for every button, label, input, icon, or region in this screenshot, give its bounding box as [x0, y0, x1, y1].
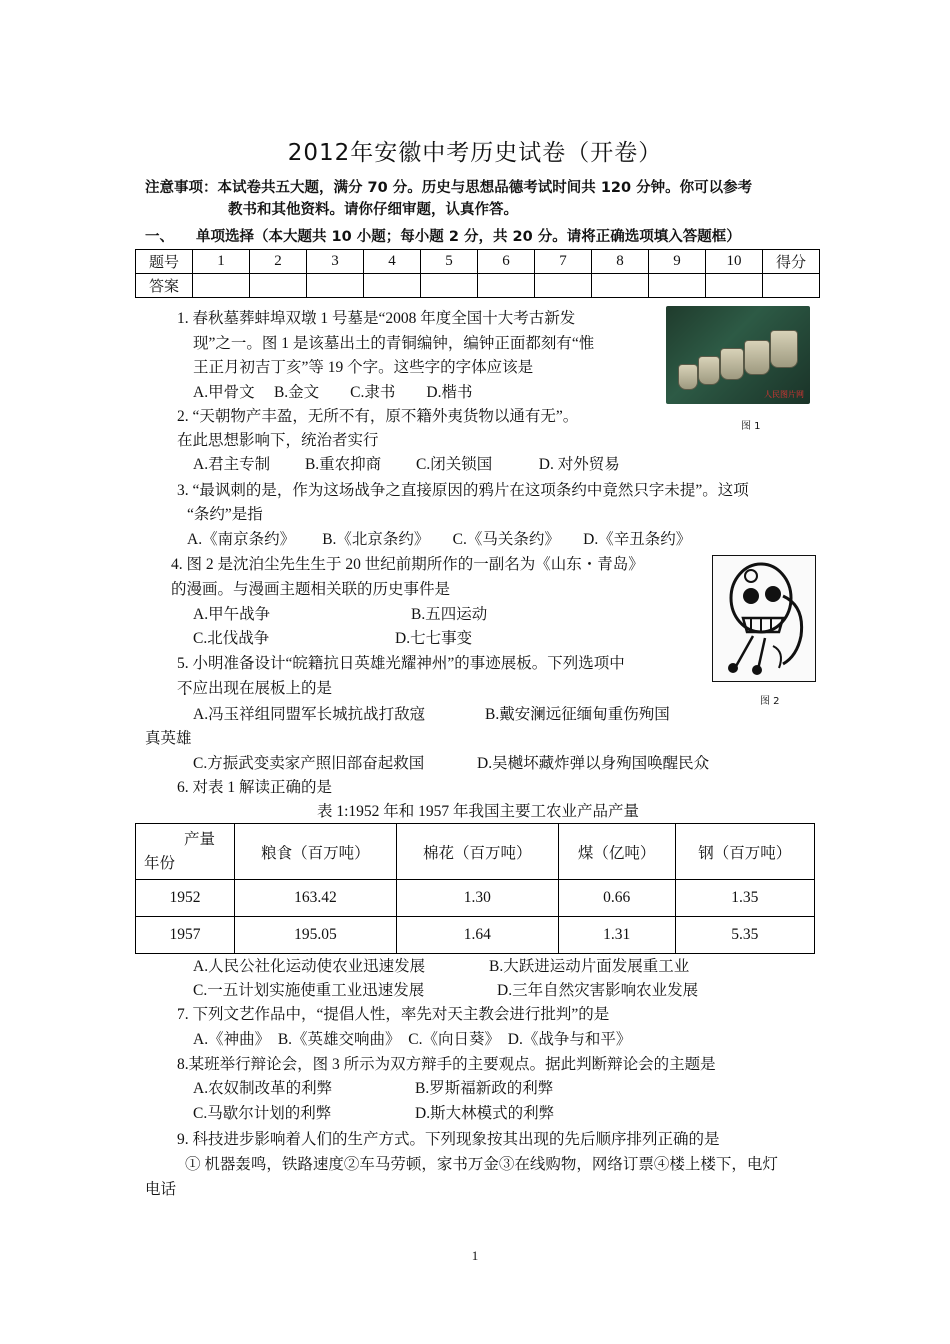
answer-cell[interactable] — [307, 274, 364, 298]
answer-header-cell: 5 — [421, 250, 478, 274]
table-cell: 163.42 — [235, 880, 397, 917]
question-8-option-d: D.斯大林模式的利弊 — [415, 1105, 555, 1122]
question-4-option-a: A.甲午战争 — [193, 606, 271, 623]
answer-cell[interactable] — [193, 274, 250, 298]
table-1-caption: 表 1:1952 年和 1957 年我国主要工农业产品产量 — [317, 803, 640, 820]
bell-shape — [698, 356, 720, 385]
exam-title: 2012年安徽中考历史试卷（开卷） — [287, 140, 663, 166]
question-1-options: A.甲骨文 B.金文 C.隶书 D.楷书 — [193, 383, 473, 401]
table-cell: 1.35 — [675, 880, 814, 917]
photo-watermark: 人民图片网 — [764, 390, 804, 399]
table-cell: 195.05 — [235, 917, 397, 954]
question-1-line-2: 现”之一。图 1 是该墓出土的青铜编钟，编钟正面都刻有“惟 — [193, 334, 595, 352]
bell-shape — [720, 348, 744, 380]
answer-table-header-row — [136, 250, 820, 274]
question-3-line-1: 3. “最讽刺的是，作为这场战争之直接原因的鸦片在这项条约中竟然只字未提”。这项 — [177, 482, 749, 499]
question-7-options: A.《神曲》 B.《英雄交响曲》 C.《向日葵》 D.《战争与和平》 — [193, 1031, 632, 1048]
figure-2-cartoon — [712, 555, 816, 682]
table-cell: 1.64 — [396, 917, 558, 954]
table-cell: 1.31 — [558, 917, 675, 954]
question-8-option-c: C.马歇尔计划的利弊 — [193, 1105, 332, 1122]
answer-cell[interactable] — [478, 274, 535, 298]
corner-top-label: 产量 — [184, 830, 216, 848]
question-3-line-2: “条约”是指 — [187, 506, 263, 523]
figure-2-caption: 图 2 — [760, 696, 780, 707]
answer-cell[interactable] — [592, 274, 649, 298]
answer-header-cell: 2 — [250, 250, 307, 274]
answer-header-cell: 1 — [193, 250, 250, 274]
question-9-line-3: 电话 — [145, 1181, 177, 1198]
corner-bottom-label: 年份 — [144, 854, 176, 872]
answer-row-label: 答案 — [136, 274, 193, 298]
question-8-line-1: 8.某班举行辩论会，图 3 所示为双方辩手的主要观点。据此判断辩论会的主题是 — [177, 1056, 716, 1073]
bell-shape — [770, 330, 798, 368]
table-cell-year: 1952 — [136, 880, 235, 917]
question-2-options: A.君主专制 B.重农抑商 C.闭关锁国 D. 对外贸易 — [193, 456, 620, 473]
question-2-line-2: 在此思想影响下，统治者实行 — [177, 432, 379, 449]
answer-cell[interactable] — [250, 274, 307, 298]
question-5-line-2 — [177, 677, 332, 702]
question-6-option-b: B.大跃进运动片面发展重工业 — [489, 958, 690, 975]
answer-header-cell: 4 — [364, 250, 421, 274]
table-1-header-cell: 煤（亿吨） — [558, 824, 675, 880]
table-row — [136, 917, 815, 954]
answer-header-cell: 3 — [307, 250, 364, 274]
question-1-line-1: 1. 春秋墓葬蚌埠双墩 1 号墓是“2008 年度全国十大考古新发 — [177, 310, 576, 327]
question-4-option-c: C.北伐战争 — [193, 630, 270, 647]
question-4-line-2: 的漫画。与漫画主题相关联的历史事件是 — [171, 581, 451, 598]
question-7-line-1: 7. 下列文艺作品中，“提倡人性，率先对天主教会进行批判”的是 — [177, 1006, 610, 1023]
question-5-line-2-text: 应出现在展板上的是 — [192, 680, 333, 697]
question-9-line-2: ① 机器轰鸣，铁路速度②车马劳顿，家书万金③在线购物，网络订票④楼上楼下，电灯 — [185, 1156, 778, 1173]
answer-header-cell: 9 — [649, 250, 706, 274]
table-row — [136, 880, 815, 917]
table-1-corner-cell — [136, 824, 235, 880]
question-6-option-d: D.三年自然灾害影响农业发展 — [497, 982, 699, 999]
bell-shape — [678, 364, 698, 390]
question-5-option-b: B.戴安澜远征缅甸重伤殉国 — [485, 706, 670, 723]
answer-cell[interactable] — [649, 274, 706, 298]
answer-header-cell: 题号 — [136, 250, 193, 274]
question-5-option-d: D.吴樾坏藏炸弹以身殉国唤醒民众 — [477, 755, 710, 772]
table-cell: 1.30 — [396, 880, 558, 917]
table-1-header-cell: 棉花（百万吨） — [396, 824, 558, 880]
question-6-option-a: A.人民公社化运动使农业迅速发展 — [193, 958, 426, 975]
question-6-option-c: C.一五计划实施使重工业迅速发展 — [193, 982, 425, 999]
table-cell: 0.66 — [558, 880, 675, 917]
section-heading — [145, 225, 741, 246]
table-1-header-row — [136, 824, 815, 880]
question-5-option-c: C.方振武变卖家产照旧部奋起救国 — [193, 755, 425, 772]
question-4-option-b: B.五四运动 — [411, 606, 488, 623]
answer-table-answer-row — [136, 274, 820, 298]
answer-header-cell: 6 — [478, 250, 535, 274]
question-9-line-1: 9. 科技进步影响着人们的生产方式。下列现象按其出现的先后顺序排列正确的是 — [177, 1131, 720, 1148]
skull-cartoon-illustration — [713, 556, 815, 681]
question-5-option-b-continued: 真英雄 — [145, 730, 192, 747]
question-4-line-1: 4. 图 2 是沈泊尘先生生于 20 世纪前期所作的一副名为《山东・青岛》 — [171, 556, 644, 573]
section-title: 单项选择（本大题共 10 小题；每小题 2 分，共 20 分。请将正确选项填入答题框） — [196, 229, 741, 245]
question-1-line-3: 王正月初吉丁亥”等 19 个字。这些字的字体应该是 — [193, 359, 534, 376]
answer-table — [135, 249, 820, 298]
figure-1-bronze-bells-photo — [666, 306, 810, 404]
answer-cell[interactable] — [535, 274, 592, 298]
answer-header-cell: 7 — [535, 250, 592, 274]
section-number: 一、 — [145, 229, 174, 245]
bell-shape — [744, 340, 770, 375]
question-5-option-a: A.冯玉祥组同盟军长城抗战打敌寇 — [193, 706, 426, 723]
table-cell-year: 1957 — [136, 917, 235, 954]
notice-line-2: 教书和其他资料。请你仔细审题，认真作答。 — [228, 202, 518, 218]
score-cell[interactable] — [763, 274, 820, 298]
answer-header-cell: 10 — [706, 250, 763, 274]
question-5-line-1: 5. 小明准备设计“皖籍抗日英雄光耀神州”的事迹展板。下列选项中 — [177, 655, 625, 672]
question-8-option-a: A.农奴制改革的利弊 — [193, 1080, 333, 1097]
answer-header-cell: 得分 — [763, 250, 820, 274]
answer-cell[interactable] — [364, 274, 421, 298]
table-cell: 5.35 — [675, 917, 814, 954]
question-2-line-1: 2. “天朝物产丰盈，无所不有，原不籍外夷货物以通有无”。 — [177, 408, 579, 425]
table-1-header-cell: 粮食（百万吨） — [235, 824, 397, 880]
exam-notice — [145, 177, 752, 221]
emphasis-char: 不 — [177, 680, 193, 697]
answer-cell[interactable] — [706, 274, 763, 298]
table-1-production — [135, 823, 815, 954]
question-3-options: A.《南京条约》 B.《北京条约》 C.《马关条约》 D.《辛丑条约》 — [187, 531, 692, 548]
page-number: 1 — [471, 1248, 479, 1263]
figure-1-caption: 图 1 — [741, 421, 761, 432]
answer-header-cell: 8 — [592, 250, 649, 274]
answer-cell[interactable] — [421, 274, 478, 298]
table-1-header-cell: 钢（百万吨） — [675, 824, 814, 880]
question-8-option-b: B.罗斯福新政的利弊 — [415, 1080, 554, 1097]
notice-line-1: 注意事项：本试卷共五大题，满分 70 分。历史与思想品德考试时间共 120 分钟。你可以参考 — [145, 180, 753, 196]
question-4-option-d: D.七七事变 — [395, 630, 473, 647]
question-6-line-1: 6. 对表 1 解读正确的是 — [177, 779, 333, 796]
question-1 — [177, 307, 594, 405]
